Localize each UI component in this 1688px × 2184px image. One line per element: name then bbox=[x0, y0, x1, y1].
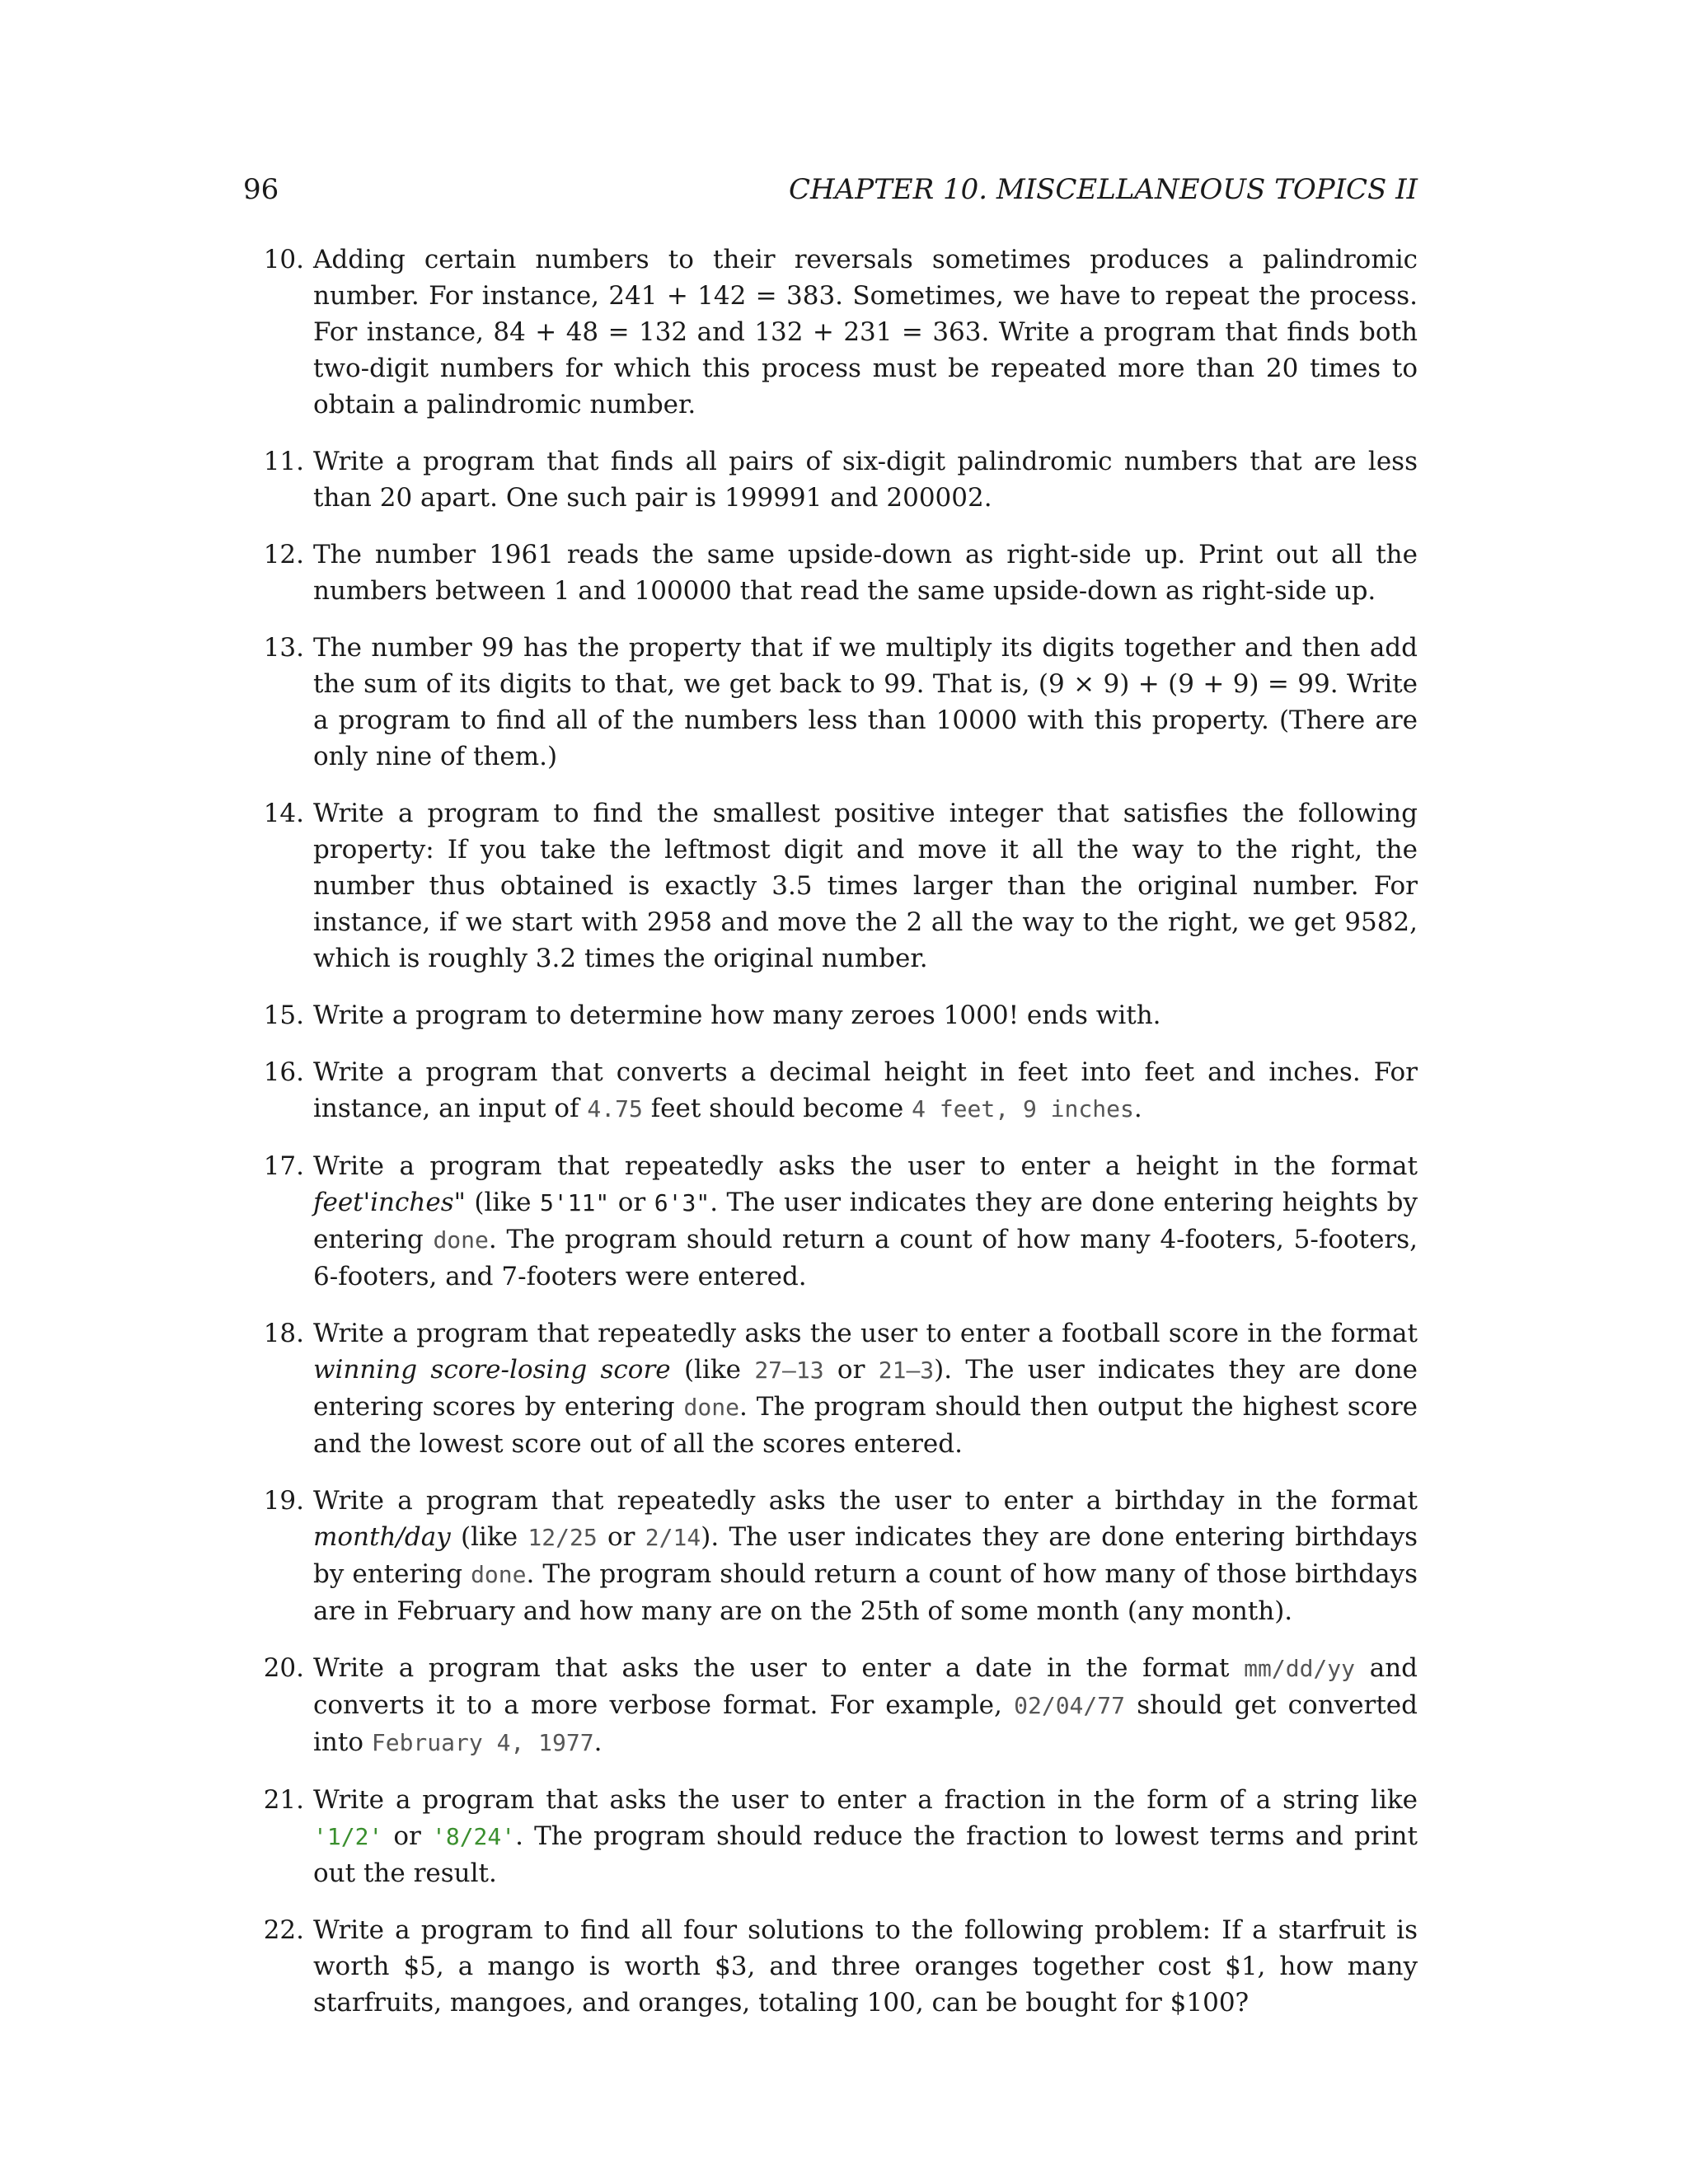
exercise-text-part: or bbox=[382, 1821, 432, 1851]
exercise-14 bbox=[243, 795, 1418, 977]
exercise-text-part: . The program should then output the highest score and the lowest score out of all the scores entered. bbox=[313, 1392, 1418, 1459]
exercise-text-part: ). The user indicates they are done entering scores by entering bbox=[313, 1355, 1418, 1422]
exercise-text-part: (like bbox=[670, 1355, 755, 1385]
exercise-text-part: Write a program that asks the user to enter a fraction in the form of a string like bbox=[313, 1785, 1418, 1815]
exercise-number: 10. bbox=[263, 245, 304, 274]
exercise-11 bbox=[243, 443, 1418, 516]
exercise-number: 18. bbox=[263, 1319, 304, 1348]
exercise-text: Adding certain numbers to their reversals sometimes produces a palindromic number. For instance, 241 + 142 = 383. Sometimes, we have to repeat the process. For instance, 84 + 48 = 132 and 132 + 231 = 363. Write a program that finds both two-digit numbers for which this process must be repeated more than 20 times to obtain a palindromic number. bbox=[313, 245, 1418, 419]
exercise-number: 22. bbox=[263, 1915, 304, 1945]
exercise-text-part: should get converted into bbox=[313, 1690, 1418, 1757]
exercise-16 bbox=[243, 1054, 1418, 1127]
running-head: CHAPTER 10. MISCELLANEOUS TOPICS II bbox=[789, 173, 1418, 206]
exercise-text-part: feet should become bbox=[642, 1094, 912, 1123]
exercise-text-part: Write a program that asks the user to enter a date in the format bbox=[313, 1653, 1245, 1683]
exercise-12 bbox=[243, 537, 1418, 609]
code-snippet: 2/14 bbox=[645, 1524, 701, 1551]
exercise-21 bbox=[243, 1782, 1418, 1891]
exercise-text-part: or bbox=[823, 1355, 879, 1385]
code-snippet: mm/dd/yy bbox=[1244, 1655, 1355, 1682]
code-string: '8/24' bbox=[431, 1823, 516, 1850]
exercise-number: 21. bbox=[263, 1785, 304, 1815]
exercise-number: 14. bbox=[263, 799, 304, 828]
exercise-number: 13. bbox=[263, 633, 304, 663]
exercise-number: 20. bbox=[263, 1653, 304, 1683]
page-number: 96 bbox=[243, 173, 279, 206]
code-string: '1/2' bbox=[313, 1823, 383, 1850]
exercise-text-part: Write a program that repeatedly asks the user to enter a birthday in the format bbox=[313, 1486, 1418, 1516]
code-snippet: 5'11" bbox=[539, 1189, 610, 1216]
exercise-number: 11. bbox=[263, 447, 304, 476]
exercise-text-part: or bbox=[609, 1188, 654, 1217]
exercise-text: Write a program that finds all pairs of six-digit palindromic numbers that are less than 20 apart. One such pair is 199991 and 200002. bbox=[313, 447, 1418, 513]
code-snippet: 12/25 bbox=[528, 1524, 598, 1551]
page-header bbox=[243, 169, 1418, 210]
exercise-text-part: (like bbox=[465, 1188, 540, 1217]
exercise-text-part: . bbox=[1133, 1094, 1142, 1123]
exercise-17 bbox=[243, 1148, 1418, 1295]
exercise-15 bbox=[243, 997, 1418, 1033]
format-italic: month/day bbox=[313, 1522, 451, 1552]
exercise-text-part: and converts it to a more verbose format. For example, bbox=[313, 1653, 1418, 1720]
exercise-13 bbox=[243, 630, 1418, 775]
code-snippet: 27–13 bbox=[754, 1357, 824, 1384]
exercise-number: 17. bbox=[263, 1151, 304, 1181]
exercise-text: Write a program to find all four solutions to the following problem: If a starfruit is worth $5, a mango is worth $3, and three oranges together cost $1, how many starfruits, mangoes, and oranges, totaling 100, can be bought for $100? bbox=[313, 1915, 1418, 2018]
code-snippet: 6'3" bbox=[654, 1189, 710, 1216]
exercise-18 bbox=[243, 1315, 1418, 1462]
exercise-text-part: . The user indicates they are done entering heights by entering bbox=[313, 1188, 1418, 1254]
exercise-text-part: . The program should return a count of how many 4-footers, 5-footers, 6-footers, and 7-footers were entered. bbox=[313, 1225, 1418, 1291]
exercise-number: 12. bbox=[263, 540, 304, 569]
exercise-20 bbox=[243, 1650, 1418, 1761]
exercise-text-part: ). The user indicates they are done entering birthdays by entering bbox=[313, 1522, 1418, 1589]
exercise-text: The number 1961 reads the same upside-down as right-side up. Print out all the numbers between 1 and 100000 that read the same upside-down as right-side up. bbox=[313, 540, 1418, 606]
format-italic: winning score-losing score bbox=[313, 1355, 671, 1385]
exercise-text-part: . The program should reduce the fraction to lowest terms and print out the result. bbox=[313, 1821, 1418, 1888]
exercise-22 bbox=[243, 1912, 1418, 2021]
exercise-text-part: (like bbox=[450, 1522, 528, 1552]
exercise-text-part: Write a program that converts a decimal height in feet into feet and inches. For instance, an input of bbox=[313, 1057, 1418, 1123]
code-snippet: 4.75 bbox=[587, 1095, 643, 1122]
exercise-text-part: . bbox=[593, 1727, 603, 1757]
exercise-text-part: or bbox=[597, 1522, 645, 1552]
exercise-list bbox=[243, 241, 1418, 2041]
exercise-number: 19. bbox=[263, 1486, 304, 1516]
code-snippet: done bbox=[433, 1226, 489, 1254]
exercise-19 bbox=[243, 1483, 1418, 1629]
exercise-text: Write a program to determine how many zeroes 1000! ends with. bbox=[313, 1001, 1161, 1030]
code-snippet: done bbox=[683, 1394, 739, 1421]
exercise-10 bbox=[243, 241, 1418, 423]
code-snippet: 21–3 bbox=[878, 1357, 935, 1384]
exercise-text-part: Write a program that repeatedly asks the user to enter a height in the format bbox=[313, 1151, 1418, 1181]
exercise-text-part: . The program should return a count of how many of those birthdays are in February and how many are on the 25th of some month (any month). bbox=[313, 1559, 1418, 1626]
code-snippet: done bbox=[471, 1561, 527, 1588]
code-snippet: February 4, 1977 bbox=[371, 1729, 594, 1756]
exercise-text: The number 99 has the property that if we multiply its digits together and then add the sum of its digits to that, we get back to 99. That is, (9 × 9) + (9 + 9) = 99. Write a program to find all of the numbers less than 10000 with this property. (There are only nine of them.) bbox=[313, 633, 1418, 771]
code-snippet: 02/04/77 bbox=[1014, 1692, 1125, 1719]
exercise-text-part: Write a program that repeatedly asks the user to enter a football score in the format bbox=[313, 1319, 1418, 1348]
exercise-number: 16. bbox=[263, 1057, 304, 1087]
code-snippet: 4 feet, 9 inches bbox=[912, 1095, 1134, 1122]
exercise-text: Write a program to find the smallest positive integer that satisfies the following property: If you take the leftmost digit and move it all the way to the right, the number thus obtained is exactly 3.5 times larger than the original number. For instance, if we start with 2958 and move the 2 all the way to the right, we get 9582, which is roughly 3.2 times the original number. bbox=[313, 799, 1418, 973]
format-italic: feet'inches" bbox=[313, 1188, 466, 1217]
exercise-number: 15. bbox=[263, 1001, 304, 1030]
